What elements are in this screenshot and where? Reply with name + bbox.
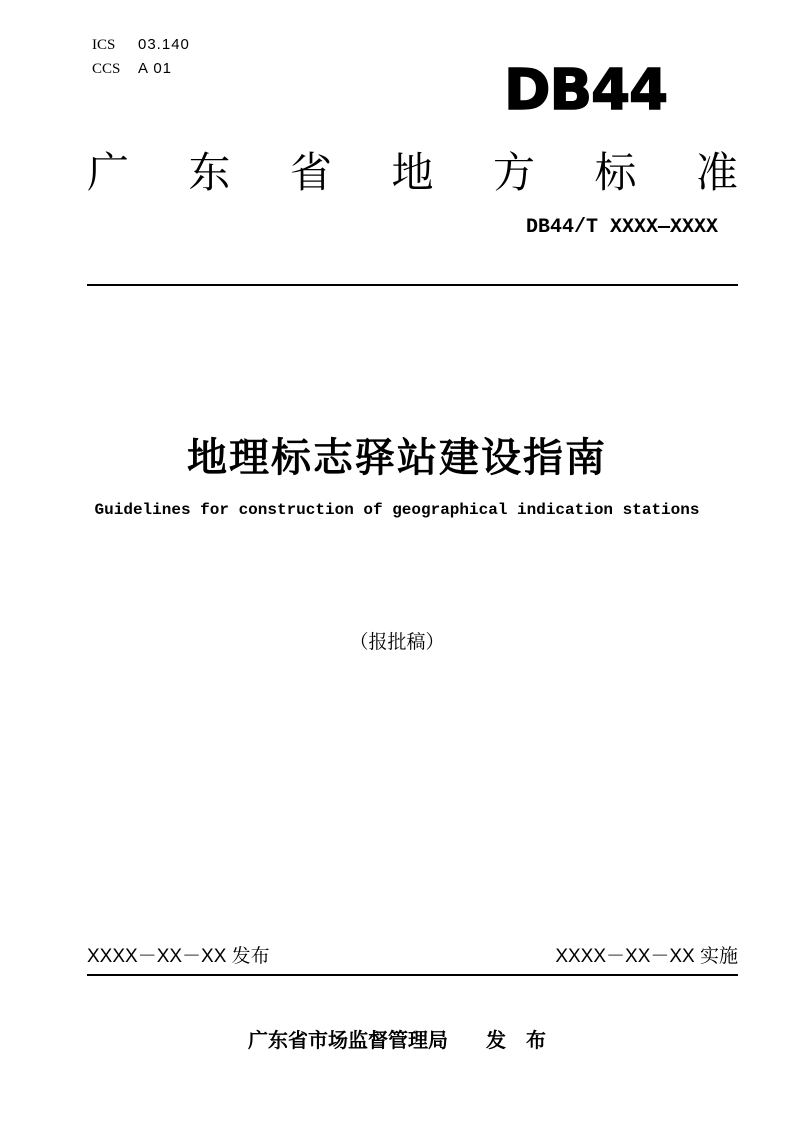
dates-row (87, 941, 738, 968)
ics-code-line (92, 33, 190, 57)
issue-date: XXXX－XX－XX 发布 (87, 946, 270, 967)
document-title-cn: 地理标志驿站建设指南 (187, 436, 607, 480)
implementation-date: XXXX－XX－XX 实施 (555, 946, 738, 967)
draft-status-label: （报批稿） (349, 632, 445, 653)
standard-name-row: 广东省地方标准 (87, 149, 738, 196)
ics-value: 03.140 (138, 36, 190, 53)
ics-label: ICS (92, 37, 116, 53)
publish-action-label: 发 布 (486, 1030, 546, 1052)
ccs-label: CCS (92, 61, 121, 77)
publisher-row (0, 1024, 794, 1053)
publisher-name: 广东省市场监督管理局 (248, 1030, 448, 1052)
db44-logo: DB44 (504, 58, 668, 123)
document-title-en: Guidelines for construction of geographical indication stations (94, 501, 700, 519)
top-rule (87, 284, 738, 286)
bottom-rule (87, 974, 738, 976)
ccs-value: A 01 (138, 60, 173, 77)
classification-codes (92, 33, 190, 81)
standard-code: DB44/T XXXX—XXXX (525, 216, 718, 239)
ccs-code-line (92, 57, 190, 81)
